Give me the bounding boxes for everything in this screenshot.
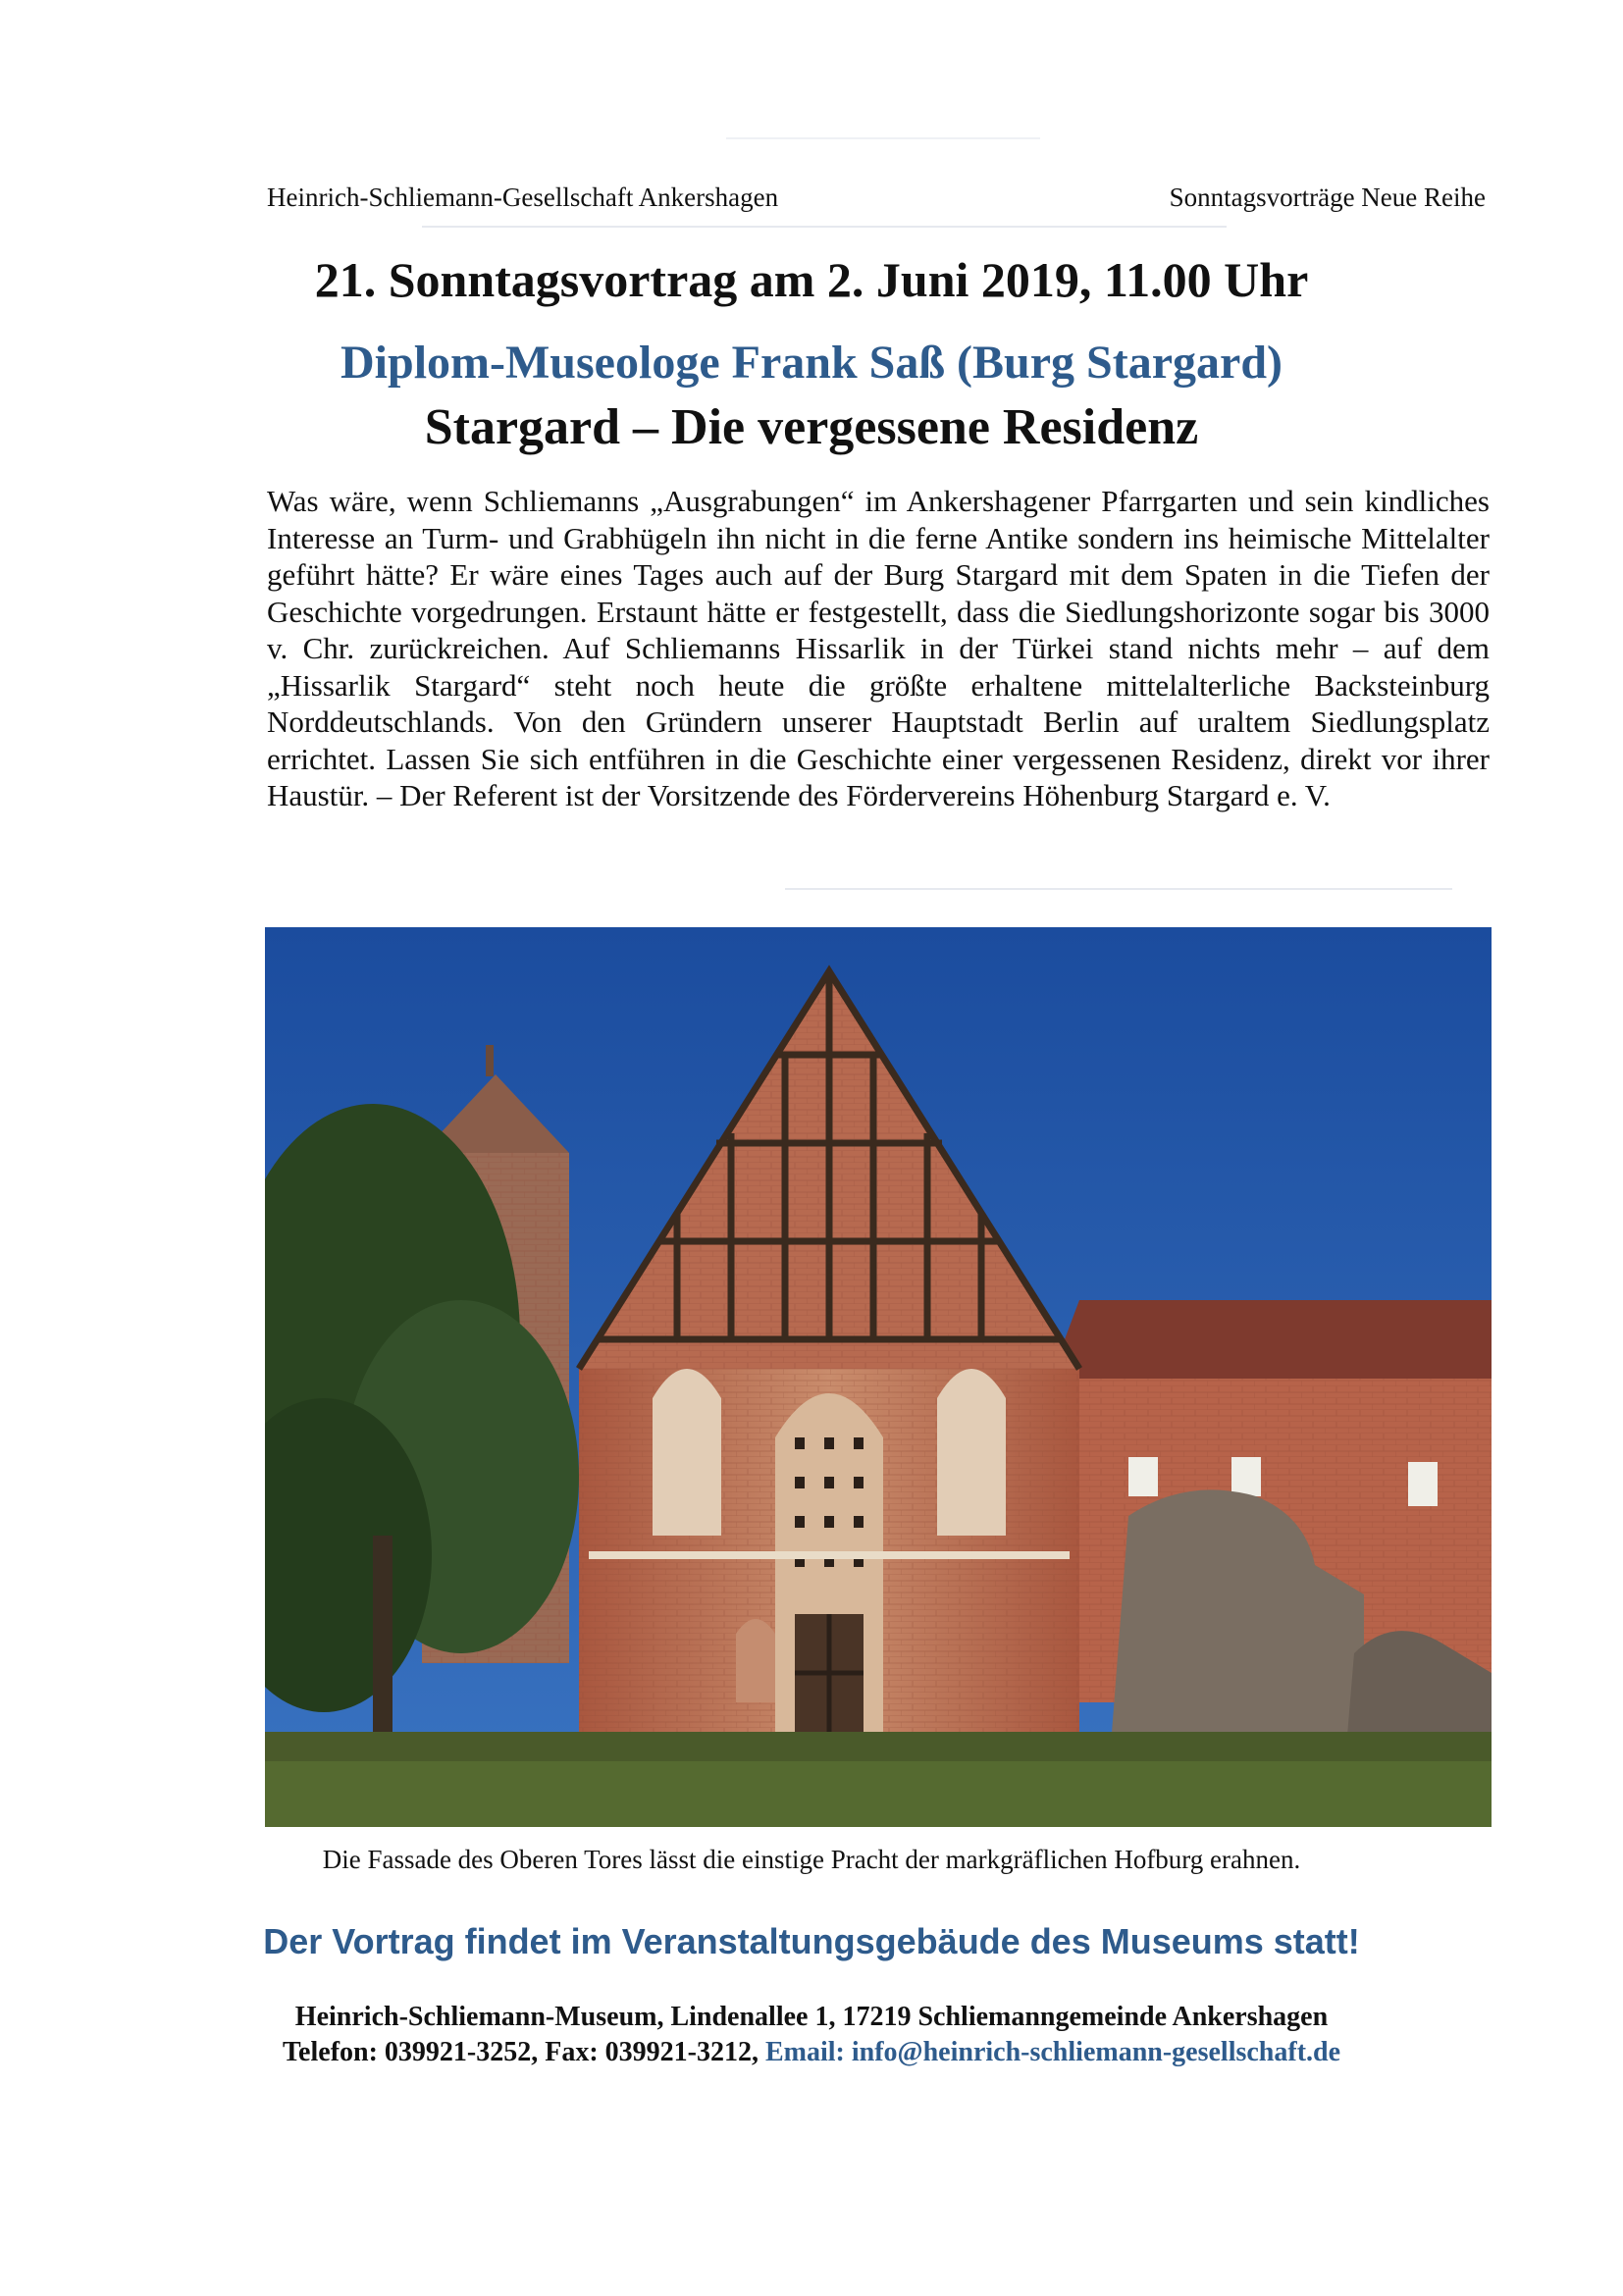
castle-gate-illustration	[265, 927, 1492, 1827]
lecture-description: Was wäre, wenn Schliemanns „Ausgrabungen“ im Ankershagener Pfarrgarten und sein kindliches Interesse an Turm- und Grabhügeln ihn nicht in die ferne Antike sondern ins heimische Mittelalter geführt hätte? Er wäre eines Tages auch auf der Burg Stargard mit dem Spaten in die Tiefen der Geschichte vorgedrungen. Erstaunt hätte er festgestellt, dass die Siedlungshorizonte sogar bis 3000 v. Chr. zurückreichen. Auf Schliemanns Hissarlik in der Türkei stand nichts mehr – auf dem „Hissarlik Stargard“ steht noch heute die größte erhaltene mittelalterliche Backsteinburg Norddeutschlands. Von den Gründern unserer Hauptstadt Berlin auf uraltem Siedlungsplatz errichtet. Lassen Sie sich entführen in die Geschichte einer vergessenen Residenz, direkt vor ihrer Haustür. – Der Referent ist der Vorsitzende des Fördervereins Höhenburg Stargard e. V.	[267, 484, 1490, 812]
phone-fax: Telefon: 039921-3252, Fax: 039921-3212,	[282, 2037, 759, 2067]
bleed-through-artifact	[422, 226, 1227, 228]
photo-caption: Die Fassade des Oberen Tores lässt die einstige Pracht der markgräflichen Hofburg erahnen.	[322, 1845, 1301, 1874]
castle-gate-photo	[265, 927, 1492, 1827]
contact-line	[0, 2037, 1623, 2068]
speaker-name: Diplom-Museologe Frank Saß (Burg Stargard)	[340, 337, 1283, 389]
email-link[interactable]: Email: info@heinrich-schliemann-gesellschaft.de	[765, 2037, 1341, 2067]
bleed-through-artifact	[785, 888, 1452, 890]
event-title: 21. Sonntagsvortrag am 2. Juni 2019, 11.00 Uhr	[314, 252, 1309, 307]
bleed-through-artifact	[726, 137, 1040, 173]
venue-note: Der Vortrag findet im Veranstaltungsgebäude des Museums statt!	[263, 1921, 1360, 1961]
talk-title: Stargard – Die vergessene Residenz	[424, 399, 1199, 455]
museum-address: Heinrich-Schliemann-Museum, Lindenallee 1, 17219 Schliemanngemeinde Ankershagen	[294, 2002, 1329, 2032]
header-series: Sonntagsvorträge Neue Reihe	[1169, 183, 1486, 212]
header-organization: Heinrich-Schliemann-Gesellschaft Ankershagen	[267, 183, 779, 212]
